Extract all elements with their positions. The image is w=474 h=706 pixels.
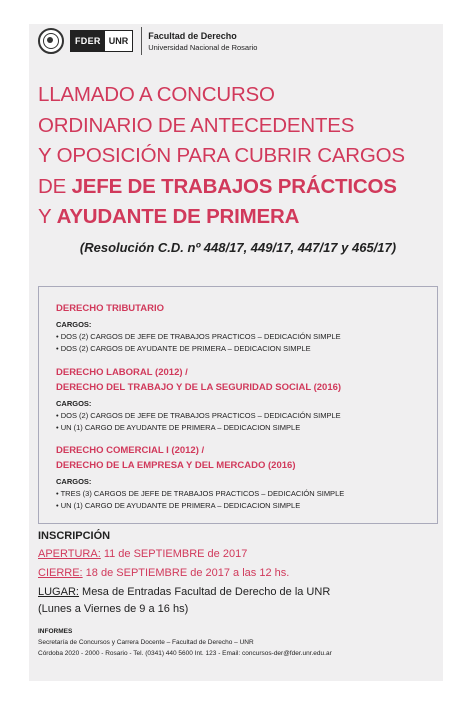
institution-name [148,31,257,52]
apertura-line [38,548,247,560]
list-item: • DOS (2) CARGOS DE JEFE DE TRABAJOS PRACTICOS – DEDICACIÓN SIMPLE [56,332,341,341]
section-title: DERECHO LABORAL (2012) / [56,367,188,378]
title-ayudante: AYUDANTE DE PRIMERA [56,205,300,228]
lugar-line [38,586,330,598]
section-title: DERECHO DE LA EMPRESA Y DEL MERCADO (2016) [56,460,296,471]
cierre-value: 18 de SEPTIEMBRE de 2017 a las 12 hs. [82,567,290,579]
lugar-label: LUGAR: [38,586,79,598]
title-line-5 [38,202,438,233]
list-item: • UN (1) CARGO DE AYUDANTE DE PRIMERA – DEDICACION SIMPLE [56,500,301,510]
title-line-2: ORDINARIO DE ANTECEDENTES [38,113,355,137]
cargos-label: CARGOS: [56,320,92,329]
informes-heading: INFORMES [38,628,73,635]
cierre-line [38,567,289,579]
section-tributario [56,301,426,354]
title-line-4-prefix: DE [38,174,72,198]
list-item: • DOS (2) CARGOS DE AYUDANTE DE PRIMERA – DEDICACION SIMPLE [56,343,311,353]
university-seal-icon [38,28,64,54]
cierre-label: CIERRE: [38,567,83,579]
inscripcion-heading: INSCRIPCIÓN [38,530,111,542]
header-divider [141,27,142,55]
section-title: DERECHO COMERCIAL I (2012) / [56,445,205,456]
section-comercial [56,443,426,511]
header-logos [38,26,257,56]
cargos-label: CARGOS: [56,477,92,486]
fder-logo-text: FDER [71,31,105,51]
title-line-5-prefix: Y [38,205,57,228]
page-title [38,80,438,233]
informes-line-1: Secretaría de Concursos y Carrera Docente – Facultad de Derecho – UNR [38,639,254,646]
section-laboral [56,365,426,433]
apertura-value: 11 de SEPTIEMBRE de 2017 [100,548,248,560]
unr-logo-text: UNR [105,31,133,51]
lugar-value: Mesa de Entradas Facultad de Derecho de la UNR [78,586,331,598]
faculty-name: Facultad de Derecho [148,30,237,41]
list-item: • TRES (3) CARGOS DE JEFE DE TRABAJOS PRACTICOS – DEDICACIÓN SIMPLE [56,489,345,498]
university-name: Universidad Nacional de Rosario [148,42,258,52]
cargos-label: CARGOS: [56,399,92,408]
title-line-4 [38,172,438,203]
section-title: DERECHO TRIBUTARIO [56,303,165,314]
list-item: • UN (1) CARGO DE AYUDANTE DE PRIMERA – DEDICACION SIMPLE [56,422,301,432]
list-item: • DOS (2) CARGOS DE JEFE DE TRABAJOS PRACTICOS – DEDICACIÓN SIMPLE [56,411,341,420]
title-jefe-tp: JEFE DE TRABAJOS PRÁCTICOS [71,174,397,198]
section-title: DERECHO DEL TRABAJO Y DE LA SEGURIDAD SOCIAL (2016) [56,382,342,393]
title-line-1: LLAMADO A CONCURSO [38,83,275,106]
fder-unr-logo [70,30,133,52]
resolution-reference: (Resolución C.D. nº 448/17, 449/17, 447/17 y 465/17) [79,240,397,255]
positions-box [38,286,438,524]
horario-line: (Lunes a Viernes de 9 a 16 hs) [38,603,189,615]
informes-line-2: Córdoba 2020 - 2000 - Rosario - Tel. (0341) 440 5600 Int. 123 - Email: concursos-der@fder.unr.edu.ar [38,650,332,657]
apertura-label: APERTURA: [38,548,101,560]
title-line-3: Y OPOSICIÓN PARA CUBRIR CARGOS [38,144,405,167]
